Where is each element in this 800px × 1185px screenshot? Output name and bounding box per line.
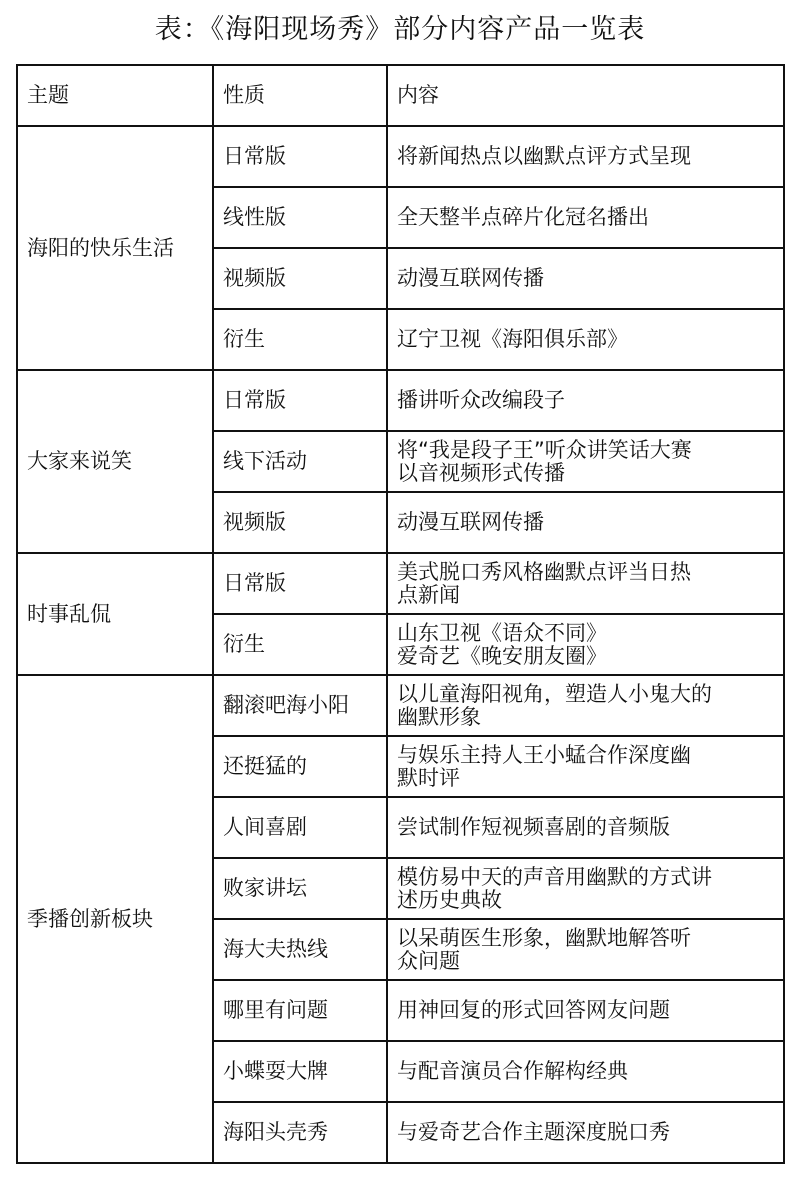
nature-cell: 翻滚吧海小阳 (213, 675, 387, 736)
content-line: 与娱乐主持人王小蜢合作深度幽 (397, 742, 691, 767)
table-row (17, 126, 784, 187)
content-cell (387, 675, 784, 736)
content-line: 全天整半点碎片化冠名播出 (397, 205, 649, 229)
content-line: 动漫互联网传播 (397, 266, 544, 290)
content-line: 默时评 (397, 765, 460, 790)
nature-cell: 线下活动 (213, 431, 387, 492)
content-cell (387, 431, 784, 492)
content-line: 用神回复的形式回答网友问题 (397, 998, 670, 1022)
content-cell (387, 126, 784, 187)
nature-cell: 衍生 (213, 614, 387, 675)
content-line: 播讲听众改编段子 (397, 388, 565, 412)
nature-cell: 海阳头壳秀 (213, 1102, 387, 1163)
content-cell (387, 370, 784, 431)
content-line: 山东卫视《语众不同》 (397, 620, 607, 645)
content-line: 美式脱口秀风格幽默点评当日热 (397, 559, 691, 584)
header-nature: 性质 (213, 65, 387, 126)
content-cell (387, 797, 784, 858)
table-row (17, 675, 784, 736)
nature-cell: 小蝶耍大牌 (213, 1041, 387, 1102)
content-line: 以音视频形式传播 (397, 460, 565, 485)
content-line: 动漫互联网传播 (397, 510, 544, 534)
header-content: 内容 (387, 65, 784, 126)
content-line: 点新闻 (397, 582, 460, 607)
table-body (17, 65, 784, 1163)
content-line: 爱奇艺《晚安朋友圈》 (397, 643, 607, 668)
content-cell (387, 614, 784, 675)
nature-cell: 视频版 (213, 492, 387, 553)
theme-cell: 季播创新板块 (17, 675, 213, 1163)
content-line: 将新闻热点以幽默点评方式呈现 (397, 144, 691, 168)
content-line: 将“我是段子王”听众讲笑话大赛 (397, 437, 692, 462)
content-cell (387, 736, 784, 797)
nature-cell: 日常版 (213, 370, 387, 431)
theme-cell: 海阳的快乐生活 (17, 126, 213, 370)
content-line: 尝试制作短视频喜剧的音频版 (397, 815, 670, 839)
nature-cell: 败家讲坛 (213, 858, 387, 919)
theme-cell: 时事乱侃 (17, 553, 213, 675)
nature-cell: 日常版 (213, 126, 387, 187)
content-line: 与爱奇艺合作主题深度脱口秀 (397, 1120, 670, 1144)
table-caption: 表：《海阳现场秀》部分内容产品一览表 (154, 14, 646, 45)
nature-cell: 哪里有问题 (213, 980, 387, 1041)
table-row (17, 553, 784, 614)
content-cell (387, 980, 784, 1041)
content-cell (387, 858, 784, 919)
content-cell (387, 309, 784, 370)
content-line: 以儿童海阳视角，塑造人小鬼大的 (397, 681, 712, 706)
content-cell (387, 248, 784, 309)
content-cell (387, 919, 784, 980)
content-line: 辽宁卫视《海阳俱乐部》 (397, 327, 628, 351)
content-line: 述历史典故 (397, 887, 502, 912)
theme-cell: 大家来说笑 (17, 370, 213, 553)
content-line: 以呆萌医生形象，幽默地解答听 (397, 925, 691, 950)
content-cell (387, 492, 784, 553)
nature-cell: 人间喜剧 (213, 797, 387, 858)
content-product-table (16, 64, 785, 1164)
nature-cell: 衍生 (213, 309, 387, 370)
content-line: 众问题 (397, 948, 460, 973)
table-header-row (17, 65, 784, 126)
nature-cell: 视频版 (213, 248, 387, 309)
content-cell (387, 553, 784, 614)
content-cell (387, 187, 784, 248)
content-line: 模仿易中天的声音用幽默的方式讲 (397, 864, 712, 889)
content-line: 与配音演员合作解构经典 (397, 1059, 628, 1083)
nature-cell: 还挺猛的 (213, 736, 387, 797)
nature-cell: 日常版 (213, 553, 387, 614)
content-cell (387, 1102, 784, 1163)
content-cell (387, 1041, 784, 1102)
table-row (17, 370, 784, 431)
nature-cell: 海大夫热线 (213, 919, 387, 980)
header-theme: 主题 (17, 65, 213, 126)
content-line: 幽默形象 (397, 704, 481, 729)
nature-cell: 线性版 (213, 187, 387, 248)
